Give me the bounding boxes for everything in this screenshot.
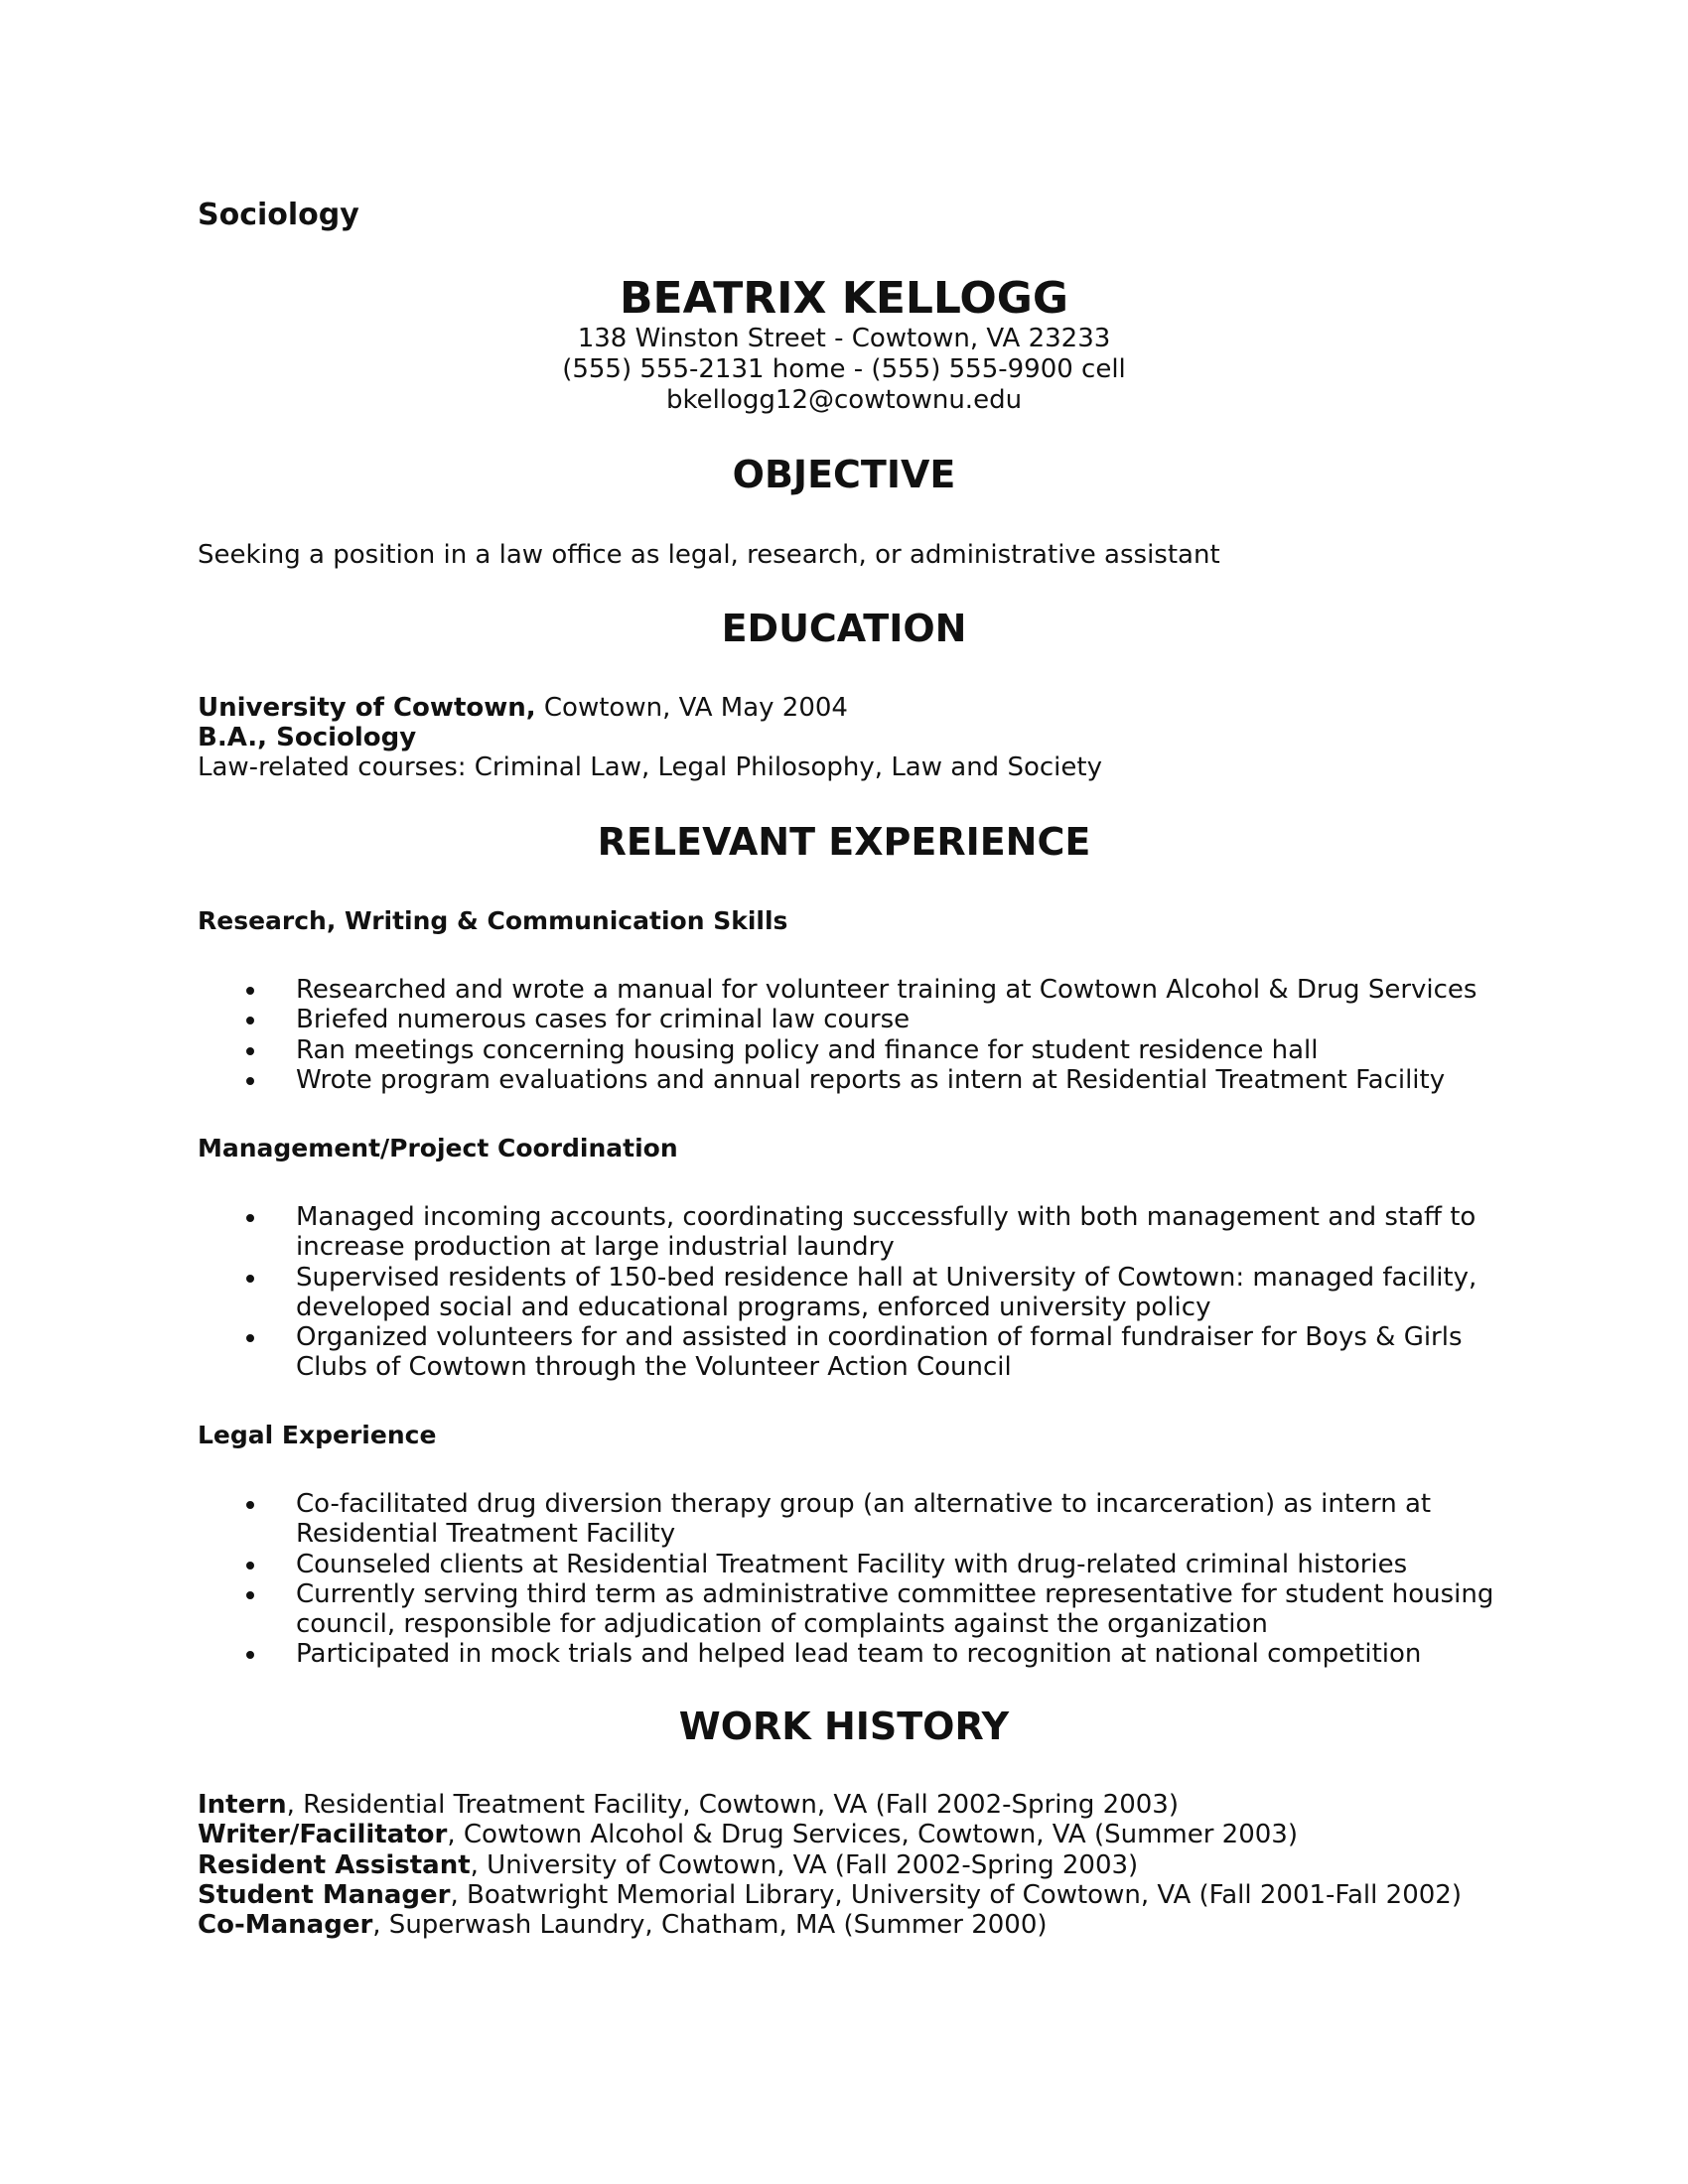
bullet-icon: [246, 1077, 254, 1085]
list-item: [198, 1263, 1508, 1323]
work-entry: [198, 1910, 1462, 1940]
job-details: , University of Cowtown, VA (Fall 2002-Spring 2003): [470, 1849, 1139, 1880]
list-item: [198, 1005, 1508, 1034]
education-block: [198, 693, 1102, 782]
courses: Law-related courses: Criminal Law, Legal Philosophy, Law and Society: [198, 752, 1102, 782]
list-item-text: Researched and wrote a manual for volunteer training at Cowtown Alcohol & Drug Services: [296, 975, 1477, 1005]
bullet-icon: [246, 1501, 254, 1509]
job-title: Co-Manager: [198, 1910, 373, 1941]
bullet-icon: [246, 1562, 254, 1570]
bullet-icon: [246, 987, 254, 995]
school-name: University of Cowtown,: [198, 693, 536, 723]
bullet-icon: [246, 1334, 254, 1342]
experience-list: [198, 1489, 1508, 1670]
address: 138 Winston Street - Cowtown, VA 23233: [577, 324, 1111, 353]
candidate-name: BEATRIX KELLOGG: [619, 273, 1069, 324]
email-address: bkellogg12@cowtownu.edu: [665, 385, 1023, 415]
list-item: [198, 1065, 1508, 1095]
field-label: Sociology: [198, 198, 359, 232]
school-line: [198, 693, 1102, 723]
list-item-text: Briefed numerous cases for criminal law course: [296, 1005, 911, 1035]
job-title: Writer/Facilitator: [198, 1820, 448, 1850]
job-details: , Boatwright Memorial Library, University of Cowtown, VA (Fall 2001-Fall 2002): [450, 1879, 1462, 1910]
work-entry: [198, 1880, 1462, 1910]
job-title: Intern: [198, 1790, 287, 1820]
bullet-icon: [246, 1651, 254, 1659]
list-item: [198, 1035, 1508, 1065]
job-details: , Cowtown Alcohol & Drug Services, Cowtown, VA (Summer 2003): [447, 1820, 1298, 1850]
bullet-icon: [246, 1047, 254, 1055]
experience-heading: RELEVANT EXPERIENCE: [597, 820, 1091, 864]
list-item: [198, 1202, 1508, 1263]
bullet-icon: [246, 1017, 254, 1024]
list-item: [198, 975, 1508, 1005]
objective-text: Seeking a position in a law office as legal, research, or administrative assistant: [198, 540, 1220, 570]
work-entry: [198, 1790, 1462, 1820]
objective-heading: OBJECTIVE: [732, 453, 956, 496]
list-item-text: Participated in mock trials and helped lead team to recognition at national competition: [296, 1639, 1422, 1670]
experience-group-title: Research, Writing & Communication Skills: [198, 906, 788, 935]
list-item: [198, 1322, 1508, 1383]
phone-numbers: (555) 555-2131 home - (555) 555-9900 cell: [562, 354, 1126, 384]
list-item-text: Ran meetings concerning housing policy and finance for student residence hall: [296, 1034, 1319, 1065]
experience-list: [198, 975, 1508, 1095]
experience-group-title: Legal Experience: [198, 1421, 437, 1449]
list-item-text: Managed incoming accounts, coordinating successfully with both management and staff to increase production at large industrial laundry: [296, 1202, 1477, 1263]
list-item-text: Counseled clients at Residential Treatment Facility with drug-related criminal histories: [296, 1549, 1408, 1579]
bullet-icon: [246, 1591, 254, 1599]
list-item-text: Currently serving third term as administrative committee representative for student housing council, responsible for adjudication of complaints against the organization: [296, 1578, 1494, 1640]
list-item: [198, 1489, 1508, 1550]
list-item: [198, 1550, 1508, 1579]
experience-group-title: Management/Project Coordination: [198, 1134, 678, 1162]
work-entry: [198, 1820, 1462, 1849]
work-history-list: [198, 1790, 1462, 1940]
contact-block: [0, 324, 1688, 416]
work-history-heading: WORK HISTORY: [678, 1705, 1010, 1748]
job-details: , Superwash Laundry, Chatham, MA (Summer 2000): [372, 1910, 1048, 1941]
degree: B.A., Sociology: [198, 723, 417, 752]
bullet-icon: [246, 1275, 254, 1283]
list-item: [198, 1639, 1508, 1669]
experience-list: [198, 1202, 1508, 1383]
bullet-icon: [246, 1214, 254, 1222]
list-item-text: Co-facilitated drug diversion therapy group (an alternative to incarceration) as intern at Residential Treatment Facility: [296, 1489, 1432, 1550]
work-entry: [198, 1850, 1462, 1880]
job-title: Student Manager: [198, 1879, 451, 1910]
education-heading: EDUCATION: [721, 607, 967, 650]
list-item: [198, 1579, 1508, 1640]
school-details: Cowtown, VA May 2004: [535, 693, 848, 723]
list-item-text: Supervised residents of 150-bed residence hall at University of Cowtown: managed facility, developed social and educational programs, enforced university policy: [296, 1262, 1477, 1322]
job-details: , Residential Treatment Facility, Cowtown, VA (Fall 2002-Spring 2003): [286, 1790, 1179, 1820]
list-item-text: Organized volunteers for and assisted in coordination of formal fundraiser for Boys & Girls Clubs of Cowtown through the Volunteer Action Council: [296, 1322, 1463, 1383]
list-item-text: Wrote program evaluations and annual reports as intern at Residential Treatment Facility: [296, 1064, 1446, 1095]
job-title: Resident Assistant: [198, 1849, 471, 1880]
